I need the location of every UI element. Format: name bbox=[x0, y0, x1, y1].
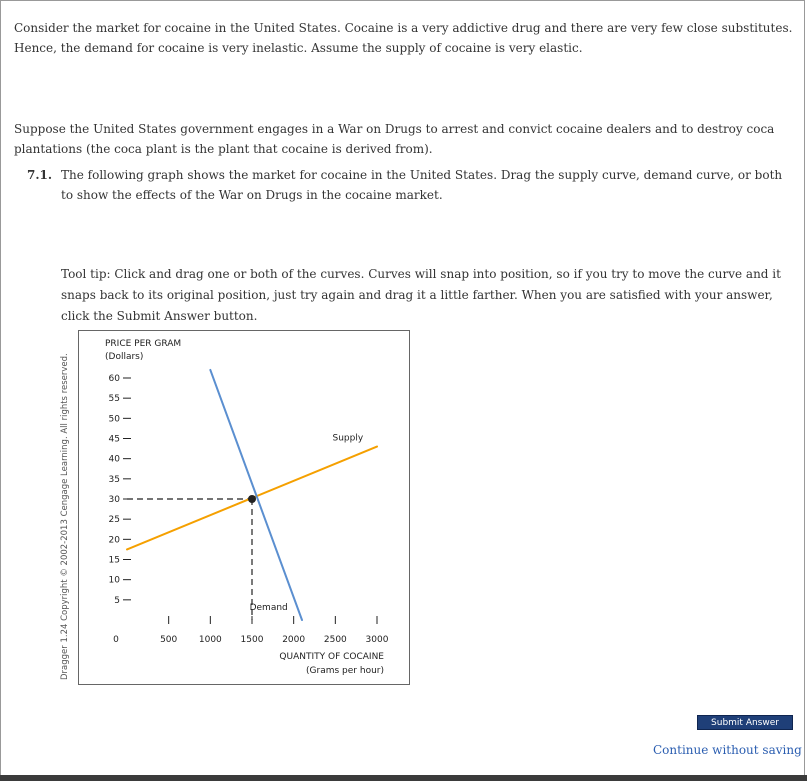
bottom-bar bbox=[0, 775, 807, 781]
x-axis-unit: (Grams per hour) bbox=[306, 666, 384, 676]
continue-without-saving-link[interactable]: Continue without saving bbox=[653, 743, 802, 757]
graph-panel[interactable] bbox=[78, 330, 410, 685]
market-chart[interactable] bbox=[79, 331, 411, 686]
y-tick-label: 10 bbox=[108, 575, 120, 586]
y-tick-label: 40 bbox=[108, 454, 120, 465]
graph-copyright-credit: Dragger 1.24 Copyright © 2002-2013 Cengage Learning. All rights reserved. bbox=[60, 353, 70, 680]
demand-curve-label: Demand bbox=[249, 602, 288, 613]
x-tick-label: 500 bbox=[160, 635, 178, 645]
intro-paragraph-1: Consider the market for cocaine in the United States. Cocaine is a very addictive drug and there are very few close substitutes. Hence, the demand for cocaine is very inelastic. Assume the supply of cocaine is very elastic. bbox=[14, 21, 793, 55]
intro-paragraph-2: Suppose the United States government engages in a War on Drugs to arrest and convict cocaine dealers and to destroy coca plantations (the coca plant is the plant that cocaine is derived from). bbox=[14, 122, 775, 156]
x-tick-label: 1000 bbox=[198, 635, 222, 645]
y-tick-label: 25 bbox=[108, 515, 120, 526]
tooltip-text: Tool tip: Click and drag one or both of the curves. Curves will snap into position, so if you try to move the curve and it snaps back to its original position, just try again and drag it a little farther. When you are satisfied with your answer, click the Submit Answer button. bbox=[61, 267, 781, 323]
y-tick-label: 20 bbox=[108, 535, 120, 546]
y-tick-label: 15 bbox=[108, 555, 120, 566]
x-axis-label: QUANTITY OF COCAINE bbox=[279, 652, 384, 662]
y-tick-label: 30 bbox=[108, 495, 120, 505]
y-tick-label: 50 bbox=[108, 414, 120, 425]
y-tick-label: 35 bbox=[108, 474, 120, 485]
x-tick-label: 2500 bbox=[323, 635, 347, 645]
y-tick-label: 60 bbox=[108, 374, 120, 384]
equilibrium-point bbox=[248, 495, 256, 503]
x-tick-label: 2000 bbox=[282, 635, 306, 645]
supply-curve-label: Supply bbox=[332, 433, 364, 444]
question-number: 7.1. bbox=[27, 168, 53, 182]
x-tick-label: 1500 bbox=[240, 635, 264, 645]
y-tick-label: 55 bbox=[108, 394, 120, 405]
y-tick-label: 45 bbox=[108, 434, 120, 445]
y-axis-label: PRICE PER GRAM bbox=[105, 339, 182, 349]
x-tick-label: 3000 bbox=[365, 635, 389, 645]
question-text: The following graph shows the market for cocaine in the United States. Drag the supply curve, demand curve, or both to show the effects of the War on Drugs in the cocaine market. bbox=[61, 168, 783, 202]
demand-curve[interactable] bbox=[210, 370, 302, 620]
y-tick-label: 5 bbox=[114, 595, 120, 606]
origin-label: 0 bbox=[113, 635, 119, 645]
submit-answer-button[interactable]: Submit Answer bbox=[697, 715, 793, 730]
y-axis-unit: (Dollars) bbox=[105, 352, 144, 362]
